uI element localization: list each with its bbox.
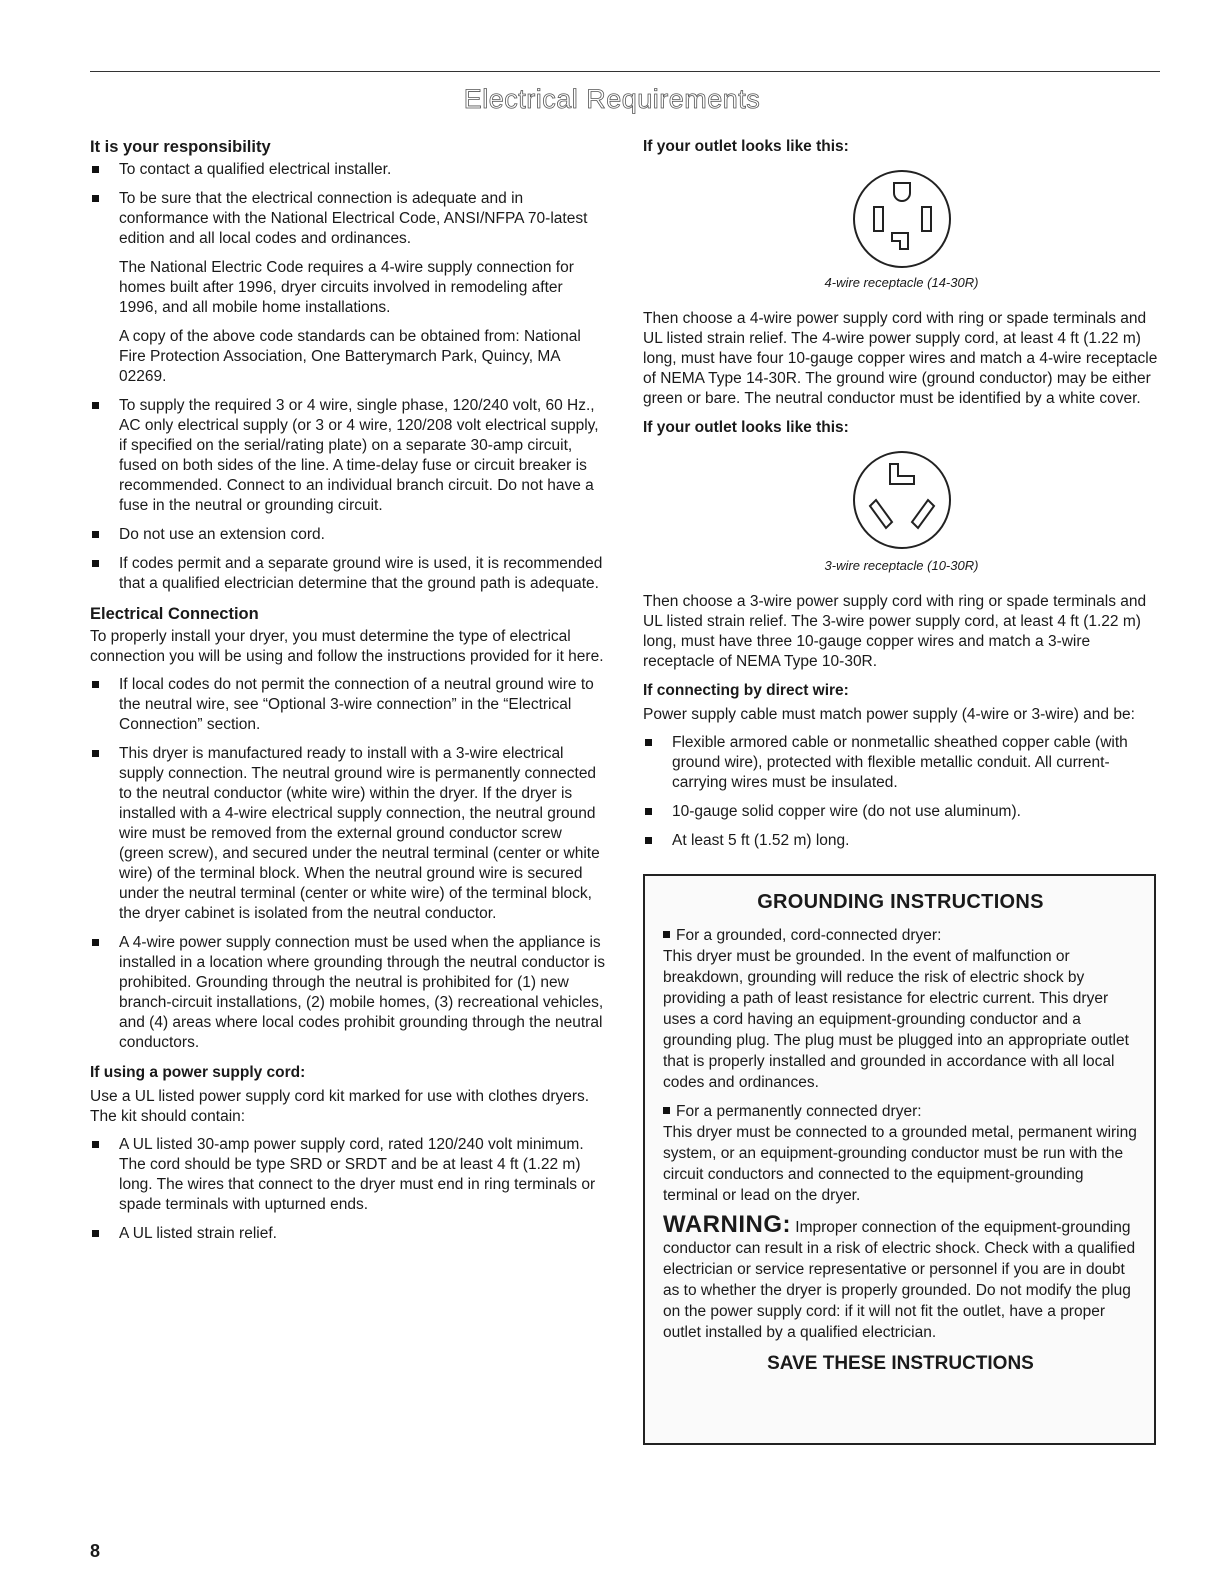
warning-text: Improper connection of the equipment-grounding conductor can result in a risk of electric shock. Check with a qualified electrician or service representative or personnel if you are in doubt as to whether the dryer is properly grounded. Do not modify the plug on the power supply cord: if it will not fit the outlet, have a proper outlet installed by a qualified electrician. — [663, 1219, 1136, 1341]
list-item: 10-gauge solid copper wire (do not use aluminum). — [643, 802, 1160, 822]
cord-list — [90, 1135, 605, 1244]
list-item: This dryer is manufactured ready to install with a 3-wire electrical supply connection. The neutral ground wire is permanently connected to the neutral conductor (white wire) within the dryer. If the dryer is installed with a 4-wire electrical supply connection, the neutral ground wire must be removed from the external ground conductor screw (green screw), and secured under the neutral terminal (center or white wire) of the terminal block. When the neutral ground wire is secured under the neutral terminal (center or white wire) of the terminal block, the dryer cabinet is isolated from the neutral conductor. — [90, 744, 605, 924]
grounding-item-cord — [663, 925, 1138, 1093]
list-item: Flexible armored cable or nonmetallic sheathed copper cable (with ground wire), protected with flexible metallic conduit. All current-carrying wires must be insulated. — [643, 733, 1160, 793]
list-item: A UL listed strain relief. — [90, 1224, 605, 1244]
left-column — [90, 136, 605, 1253]
direct-wire-intro: Power supply cable must match power supply (4-wire or 3-wire) and be: — [643, 706, 1135, 723]
list-item: Do not use an extension cord. — [90, 525, 605, 545]
responsibility-heading: It is your responsibility — [90, 138, 271, 156]
four-wire-text: Then choose a 4-wire power supply cord with ring or spade terminals and UL listed strain relief. The 4-wire power supply cord, at least 4 ft (1.22 m) long, must have four 10-gauge copper wires and match a 4-wire receptacle of NEMA Type 14-30R. The ground wire (ground conductor) may be either green or bare. The neutral conductor must be identified by a white cover. — [643, 310, 1158, 407]
list-item: At least 5 ft (1.52 m) long. — [643, 831, 1160, 851]
list-item: To contact a qualified electrical installer. — [90, 160, 605, 180]
warning-paragraph — [663, 1211, 1138, 1343]
save-instructions: SAVE THESE INSTRUCTIONS — [767, 1353, 1034, 1374]
cord-intro: Use a UL listed power supply cord kit marked for use with clothes dryers. The kit should contain: — [90, 1088, 590, 1125]
grounding-title: GROUNDING INSTRUCTIONS — [757, 891, 1044, 913]
three-wire-outlet-icon — [842, 442, 962, 554]
four-wire-receptacle-figure — [643, 161, 1160, 271]
three-wire-receptacle-figure — [643, 442, 1160, 554]
direct-wire-heading: If connecting by direct wire: — [643, 682, 849, 699]
list-item: To be sure that the electrical connection is adequate and in conformance with the National Electrical Code, ANSI/NFPA 70-latest edition and all local codes and ordinances. — [90, 189, 605, 249]
outlet-heading-3wire: If your outlet looks like this: — [643, 419, 849, 436]
header-rule — [90, 71, 1160, 72]
list-item: A 4-wire power supply connection must be used when the appliance is installed in a location where grounding through the neutral conductor is prohibited. Grounding through the neutral is prohibited for (1) new branch-circuit installations, (2) mobile homes, (3) recreational vehicles, and (4) areas where local codes prohibit grounding through the neutral conductors. — [90, 933, 605, 1053]
right-column — [643, 136, 1160, 860]
grounding-item-cord-text: This dryer must be grounded. In the event of malfunction or breakdown, grounding will reduce the risk of electric shock by providing a path of least resistance for electric current. This dryer uses a cord having an equipment-grounding conductor and a grounding plug. The plug must be plugged into an appropriate outlet that is properly installed and grounded in accordance with all local codes and ordinances. — [663, 948, 1129, 1091]
connection-list — [90, 675, 605, 1053]
four-wire-outlet-icon — [842, 161, 962, 271]
square-bullet-icon — [663, 1107, 670, 1114]
list-item: To supply the required 3 or 4 wire, single phase, 120/240 volt, 60 Hz., AC only electrical supply (or 3 or 4 wire, 120/208 volt electrical supply, if specified on the serial/rating plate) on a separate 30-amp circuit, fused on both sides of the line. A time-delay fuse or circuit breaker is recommended. Connect to an individual branch circuit. Do not have a fuse in the neutral or grounding circuit. — [90, 396, 605, 516]
responsibility-list-2 — [90, 396, 605, 594]
grounding-item-permanent-label: For a permanently connected dryer: — [676, 1103, 922, 1120]
cord-heading: If using a power supply cord: — [90, 1064, 306, 1081]
list-item: If codes permit and a separate ground wire is used, it is recommended that a qualified electrician determine that the ground path is adequate. — [90, 554, 605, 594]
square-bullet-icon — [663, 931, 670, 938]
nec-note: The National Electric Code requires a 4-wire supply connection for homes built after 1996, dryer circuits involved in remodeling after 1996, and all mobile home installations. — [119, 259, 574, 316]
copy-note: A copy of the above code standards can be obtained from: National Fire Protection Association, One Batterymarch Park, Quincy, MA 02269. — [119, 328, 581, 385]
page-number: 8 — [90, 1541, 101, 1561]
three-wire-text: Then choose a 3-wire power supply cord with ring or spade terminals and UL listed strain relief. The 3-wire power supply cord, at least 4 ft (1.22 m) long, must have three 10-gauge copper wires and match a 3-wire receptacle of NEMA Type 10-30R. — [643, 593, 1147, 670]
warning-label: WARNING: — [663, 1211, 791, 1238]
connection-heading: Electrical Connection — [90, 605, 259, 623]
page-title: Electrical Requirements — [463, 84, 761, 114]
grounding-item-permanent-text: This dryer must be connected to a grounded metal, permanent wiring system, or an equipment-grounding conductor must be run with the circuit conductors and connected to the equipment-grounding terminal or lead on the dryer. — [663, 1124, 1137, 1204]
three-wire-caption: 3-wire receptacle (10-30R) — [824, 558, 979, 573]
grounding-item-permanent — [663, 1101, 1138, 1206]
list-item: A UL listed 30-amp power supply cord, rated 120/240 volt minimum. The cord should be type SRD or SRDT and be at least 4 ft (1.22 m) long. The wires that connect to the dryer must end in ring terminals or spade terminals with upturned ends. — [90, 1135, 605, 1215]
list-item: If local codes do not permit the connection of a neutral ground wire to the neutral wire, see “Optional 3-wire connection” in the “Electrical Connection” section. — [90, 675, 605, 735]
direct-wire-list — [643, 733, 1160, 851]
grounding-instructions-box — [643, 874, 1156, 1445]
connection-intro: To properly install your dryer, you must determine the type of electrical connection you will be using and follow the instructions provided for it here. — [90, 628, 604, 665]
grounding-item-cord-label: For a grounded, cord-connected dryer: — [676, 927, 942, 944]
responsibility-list — [90, 160, 605, 249]
outlet-heading-4wire: If your outlet looks like this: — [643, 138, 849, 155]
four-wire-caption: 4-wire receptacle (14-30R) — [824, 275, 979, 290]
